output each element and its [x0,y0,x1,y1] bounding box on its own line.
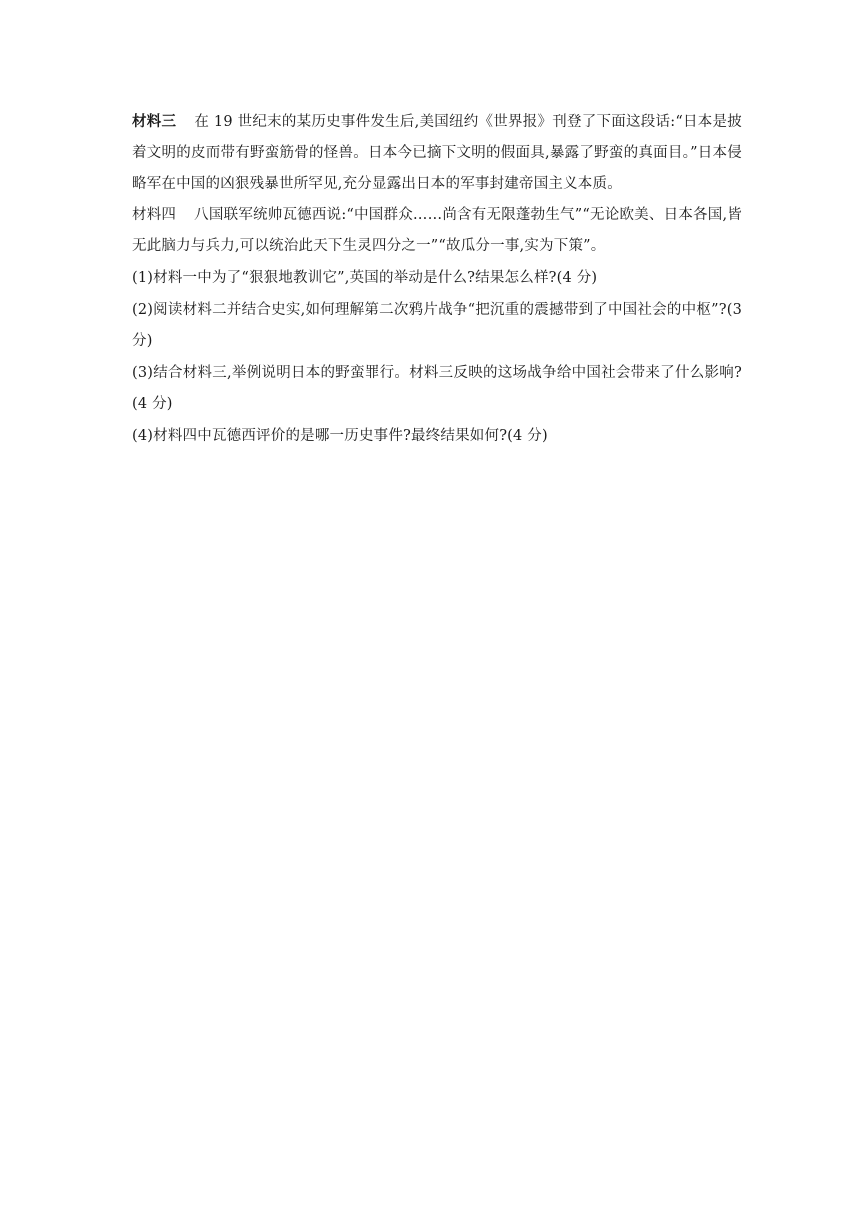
material-three-text: 在 19 世纪末的某历史事件发生后,美国纽约《世界报》刊登了下面这段话:“日本是披着文明的皮而带有野蛮筋骨的怪兽。日本今已摘下文明的假面具,暴露了野蛮的真面目。”日本侵略军在中国的凶狠残暴世所罕见,充分显露出日本的军事封建帝国主义本质。 [132,114,742,192]
question-2: (2)阅读材料二并结合史实,如何理解第二次鸦片战争“把沉重的震撼带到了中国社会的中枢”?(3 分) [132,302,742,349]
material-four-text: 八国联军统帅瓦德西说:“中国群众……尚含有无限蓬勃生气”“无论欧美、日本各国,皆无此脑力与兵力,可以统治此天下生灵四分之一”“故瓜分一事,实为下策”。 [132,207,742,254]
question-4: (4)材料四中瓦德西评价的是哪一历史事件?最终结果如何?(4 分) [132,428,548,444]
material-four-paragraph [132,200,742,262]
question-3: (3)结合材料三,举例说明日本的野蛮罪行。材料三反映的这场战争给中国社会带来了什么影响?(4 分) [132,365,742,412]
material-three-paragraph [132,106,742,200]
question-1: (1)材料一中为了“狠狠地教训它”,英国的举动是什么?结果怎么样?(4 分) [132,270,598,286]
material-four-label: 材料四 [132,207,177,223]
document-content [132,106,742,452]
material-three-label: 材料三 [132,113,177,130]
